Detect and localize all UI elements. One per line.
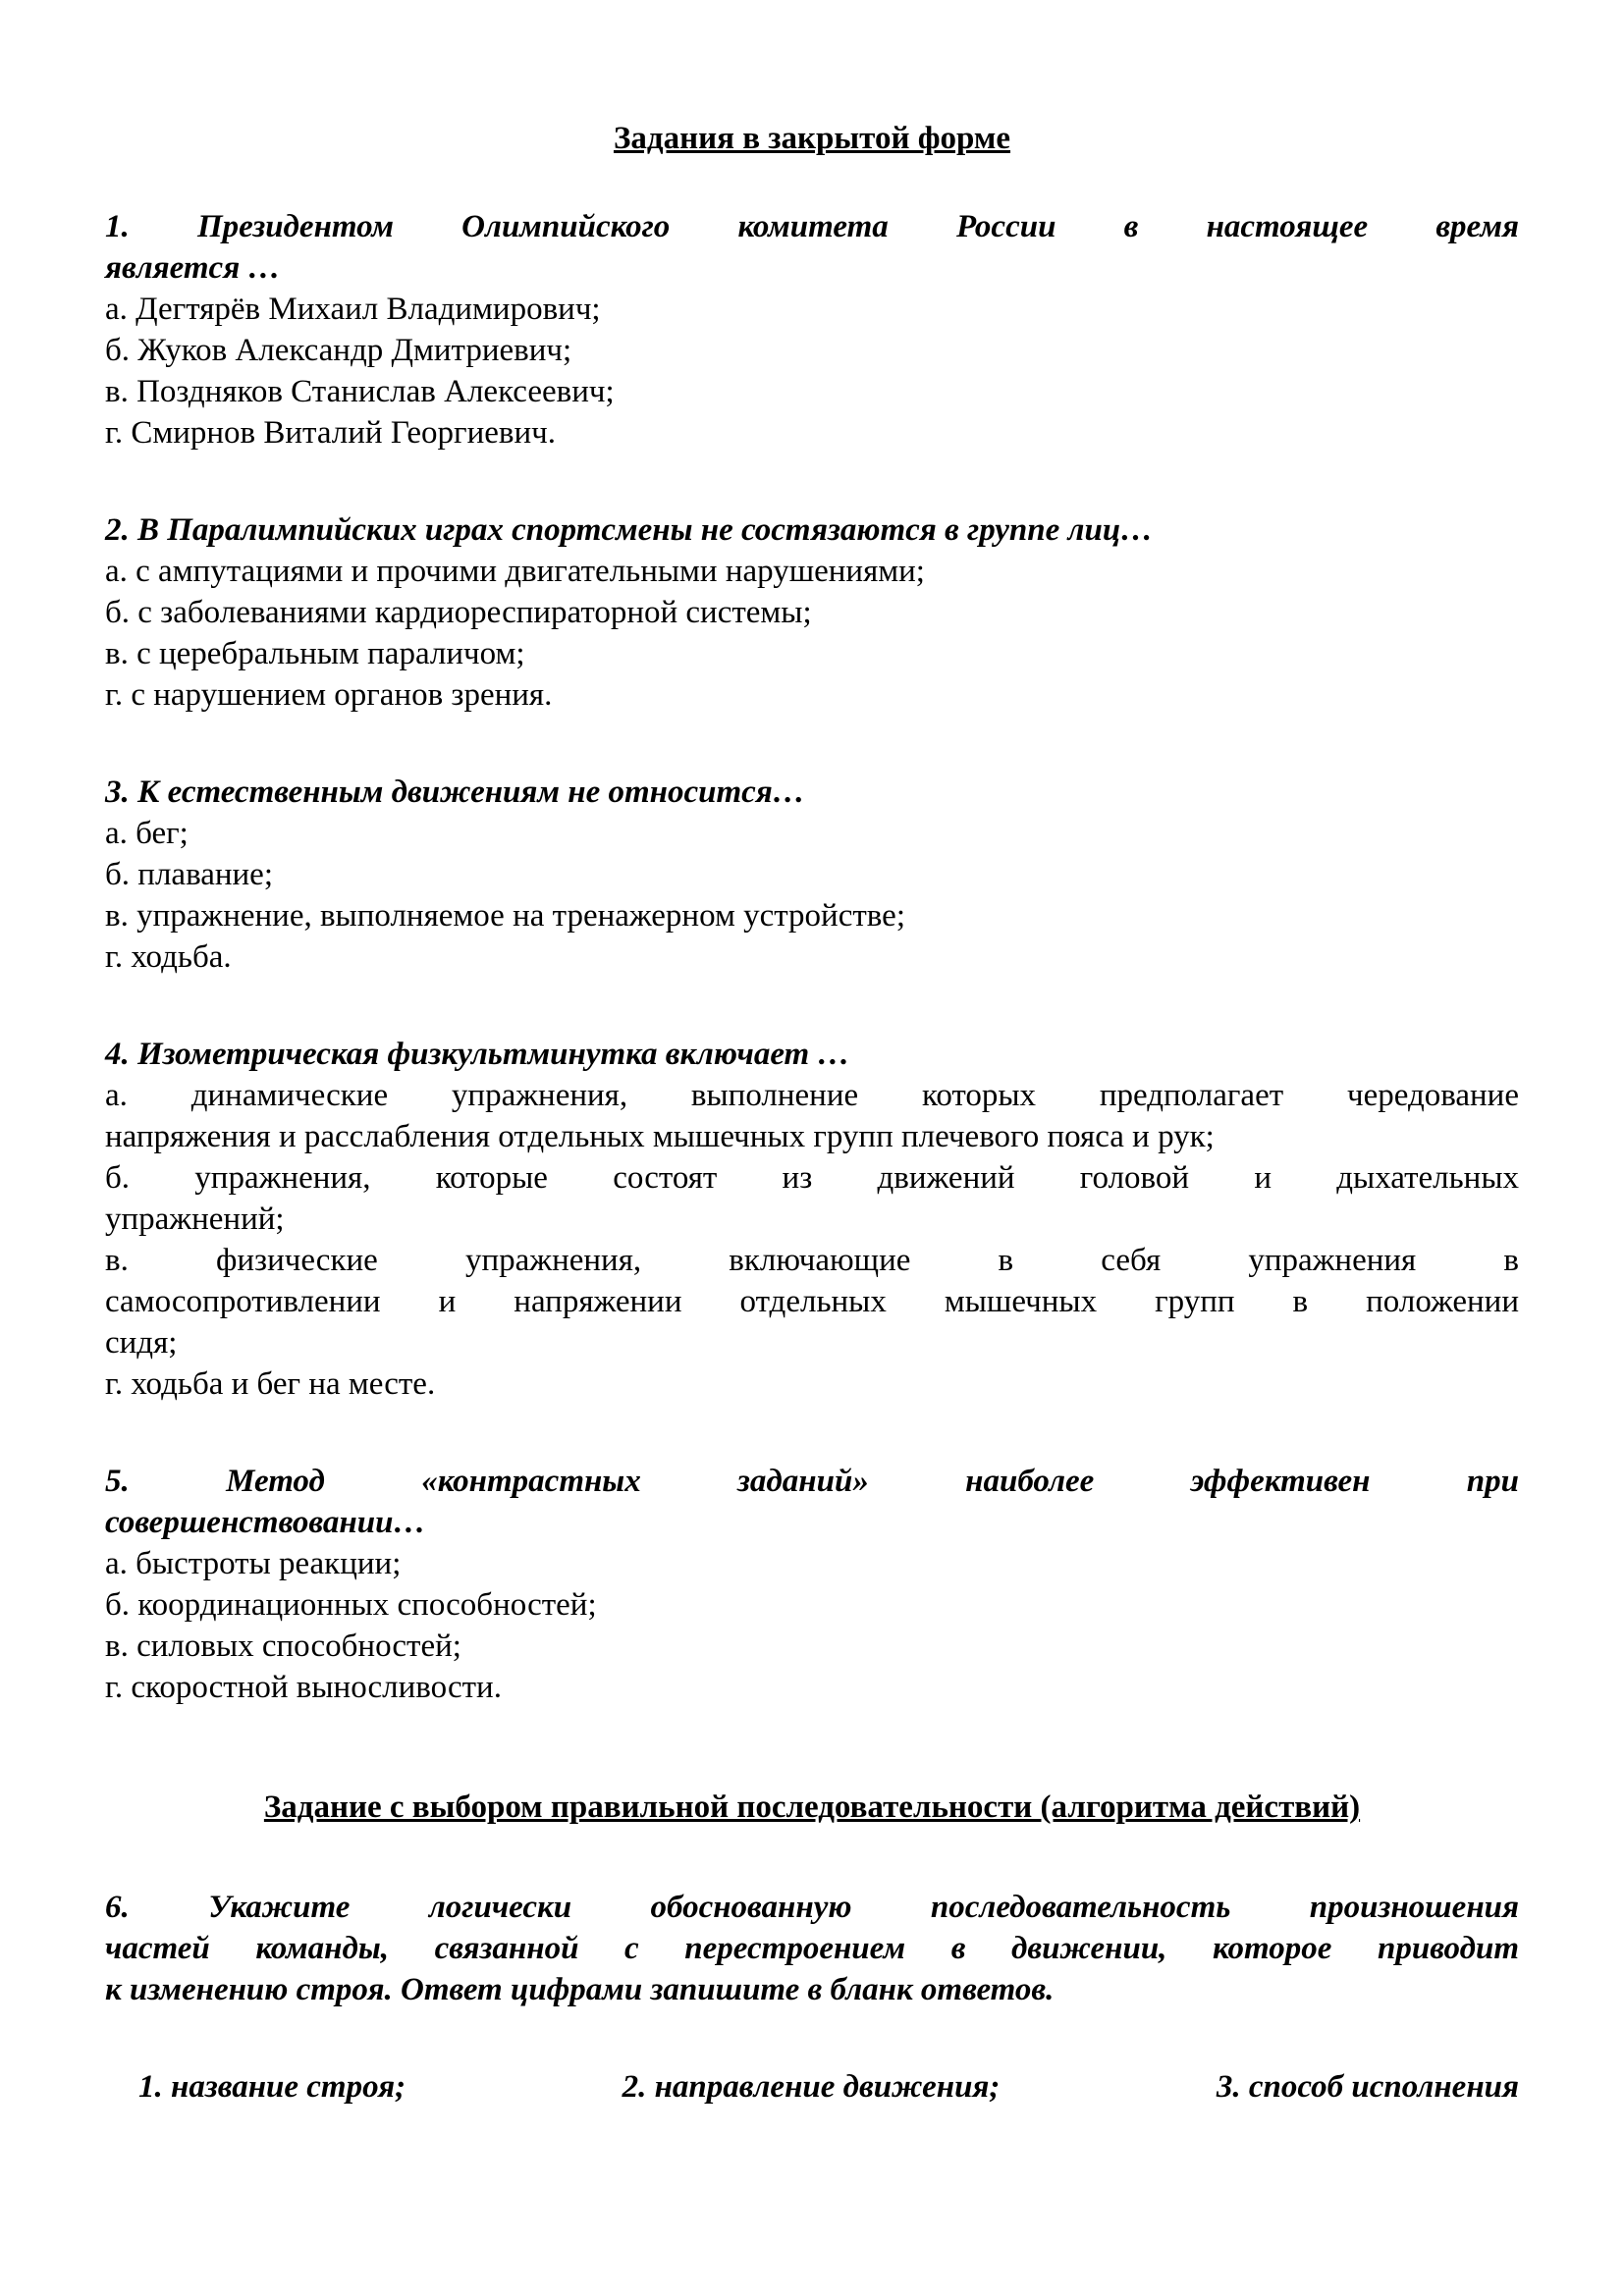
question-4-option-a-line-1: а. динамические упражнения, выполнение которых предполагает чередование xyxy=(105,1078,1519,1113)
question-2-option-a: а. с ампутациями и прочими двигательными нарушениями; xyxy=(105,554,925,589)
question-1-option-v: в. Поздняков Станислав Алексеевич; xyxy=(105,374,615,409)
sequence-item-3: 3. способ исполнения xyxy=(1216,2069,1519,2105)
question-3-option-b: б. плавание; xyxy=(105,857,273,892)
question-4 xyxy=(105,1034,1519,1405)
question-2-option-b: б. с заболеваниями кардиореспираторной системы; xyxy=(105,595,812,630)
question-1-heading-line-2: является … xyxy=(105,250,281,286)
question-1-heading-line-1: 1. Президентом Олимпийского комитета России в настоящее время xyxy=(105,209,1519,244)
question-3 xyxy=(105,772,1519,978)
question-1-option-b: б. Жуков Александр Дмитриевич; xyxy=(105,333,572,368)
question-1-option-g: г. Смирнов Виталий Георгиевич. xyxy=(105,415,556,451)
question-4-option-v-line-3: сидя; xyxy=(105,1325,178,1361)
question-4-option-a-line-2: напряжения и расслабления отдельных мышечных групп плечевого пояса и рук; xyxy=(105,1119,1215,1154)
question-1-option-a: а. Дегтярёв Михаил Владимирович; xyxy=(105,292,601,327)
question-4-option-g: г. ходьба и бег на месте. xyxy=(105,1366,436,1402)
question-6-heading-line-1: 6. Укажите логически обоснованную последовательность произношения xyxy=(105,1890,1519,1925)
question-5-option-v: в. силовых способностей; xyxy=(105,1629,461,1664)
question-4-option-v-line-1: в. физические упражнения, включающие в себя упражнения в xyxy=(105,1243,1519,1278)
question-5-heading-line-1: 5. Метод «контрастных заданий» наиболее эффективен при xyxy=(105,1464,1519,1499)
question-4-option-a xyxy=(105,1075,1519,1157)
question-2-option-v: в. с церебральным параличом; xyxy=(105,636,525,671)
question-1 xyxy=(105,206,1519,454)
question-4-option-b-line-2: упражнений; xyxy=(105,1201,285,1237)
question-3-option-g: г. ходьба. xyxy=(105,939,232,975)
sequence-options-row xyxy=(105,2066,1519,2108)
question-5-heading xyxy=(105,1461,1519,1543)
question-2-heading xyxy=(105,509,1519,551)
question-6-heading xyxy=(105,1887,1519,2010)
question-4-option-v-line-2: самосопротивлении и напряжении отдельных мышечных групп в положении xyxy=(105,1284,1519,1319)
question-3-option-a: а. бег; xyxy=(105,816,189,851)
question-3-heading xyxy=(105,772,1519,813)
question-5 xyxy=(105,1461,1519,1708)
section-heading: Задание с выбором правильной последовательности (алгоритма действий) xyxy=(263,1789,1361,1825)
question-5-option-g: г. скоростной выносливости. xyxy=(105,1670,502,1705)
question-4-heading xyxy=(105,1034,1519,1075)
question-2 xyxy=(105,509,1519,716)
question-4-heading-line-1: 4. Изометрическая физкультминутка включает … xyxy=(105,1037,850,1072)
question-6-heading-line-2: частей команды, связанной с перестроением в движении, которое приводит xyxy=(105,1931,1519,1966)
sequence-item-2: 2. направление движения; xyxy=(622,2069,1001,2105)
question-5-option-a: а. быстроты реакции; xyxy=(105,1546,402,1581)
sequence-item-1: 1. название строя; xyxy=(138,2069,406,2105)
question-2-option-g: г. с нарушением органов зрения. xyxy=(105,677,553,713)
document-title: Задания в закрытой форме xyxy=(613,121,1011,156)
question-1-heading xyxy=(105,206,1519,289)
question-4-option-b xyxy=(105,1157,1519,1240)
question-2-heading-line-1: 2. В Паралимпийских играх спортсмены не состязаются в группе лиц… xyxy=(105,512,1154,548)
question-5-option-b: б. координационных способностей; xyxy=(105,1587,597,1623)
question-4-option-v xyxy=(105,1240,1519,1363)
question-3-option-v: в. упражнение, выполняемое на тренажерном устройстве; xyxy=(105,898,905,934)
question-3-heading-line-1: 3. К естественным движениям не относится… xyxy=(105,774,805,810)
question-5-heading-line-2: совершенствовании… xyxy=(105,1505,426,1540)
question-6-heading-line-3: к изменению строя. Ответ цифрами запишите в бланк ответов. xyxy=(105,1972,1055,2007)
question-4-option-b-line-1: б. упражнения, которые состоят из движений головой и дыхательных xyxy=(105,1160,1519,1196)
question-6 xyxy=(105,1887,1519,2010)
